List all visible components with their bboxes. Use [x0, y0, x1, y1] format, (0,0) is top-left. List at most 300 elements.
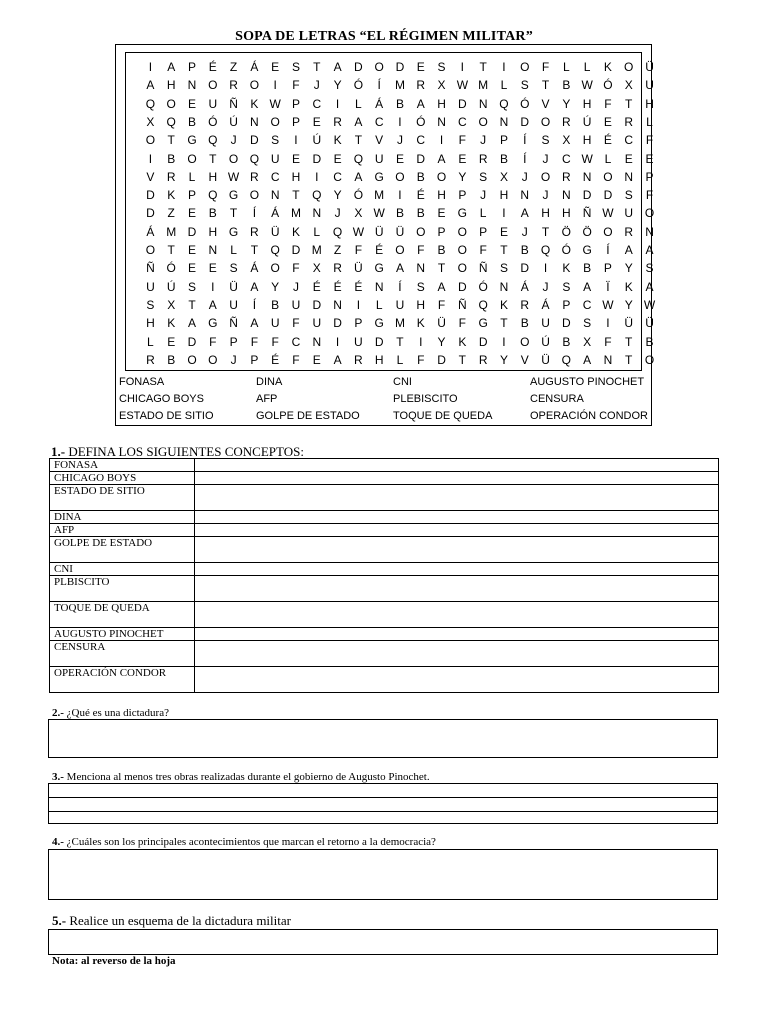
grid-letter[interactable]: Ó	[208, 114, 218, 129]
grid-letter[interactable]: G	[187, 133, 197, 148]
grid-letter[interactable]: Q	[270, 243, 280, 257]
grid-letter[interactable]: Y	[624, 261, 633, 276]
grid-letter[interactable]: L	[604, 151, 612, 166]
grid-letter[interactable]: D	[582, 188, 592, 203]
grid-letter[interactable]: F	[604, 96, 612, 111]
grid-letter[interactable]: N	[187, 78, 197, 93]
grid-letter[interactable]: Y	[624, 297, 633, 312]
grid-letter[interactable]: W	[602, 206, 614, 221]
grid-letter[interactable]: V	[375, 133, 384, 148]
grid-letter[interactable]: J	[230, 352, 237, 367]
grid-letter[interactable]: I	[543, 261, 548, 276]
grid-letter[interactable]: E	[187, 206, 196, 221]
grid-letter[interactable]: G	[582, 243, 592, 257]
grid-letter[interactable]: A	[333, 352, 342, 367]
grid-letter[interactable]: Ó	[478, 279, 488, 294]
grid-letter[interactable]: Ü	[645, 316, 654, 331]
grid-letter[interactable]: C	[458, 114, 467, 129]
grid-letter[interactable]: J	[542, 151, 549, 166]
grid-letter[interactable]: S	[541, 133, 550, 148]
concept-definition-field[interactable]	[195, 524, 719, 537]
grid-letter[interactable]: Á	[146, 224, 155, 239]
grid-letter[interactable]: A	[583, 352, 592, 367]
grid-letter[interactable]: T	[625, 334, 633, 349]
grid-letter[interactable]: L	[375, 297, 383, 312]
grid-letter[interactable]: T	[292, 188, 300, 203]
grid-letter[interactable]: K	[562, 261, 571, 276]
grid-letter[interactable]: R	[562, 114, 571, 129]
grid-letter[interactable]: R	[624, 224, 634, 239]
concept-definition-field[interactable]	[195, 485, 719, 511]
grid-letter[interactable]: P	[291, 96, 300, 111]
grid-letter[interactable]: Y	[562, 96, 571, 111]
grid-letter[interactable]: T	[500, 243, 508, 257]
grid-letter[interactable]: Í	[377, 78, 381, 93]
grid-letter[interactable]: R	[562, 169, 571, 184]
grid-letter[interactable]: O	[457, 243, 468, 257]
grid-letter[interactable]: D	[250, 133, 259, 148]
grid-letter[interactable]: O	[644, 352, 655, 367]
grid-letter[interactable]: H	[582, 133, 592, 148]
grid-letter[interactable]: B	[562, 78, 571, 93]
grid-letter[interactable]: N	[582, 169, 592, 184]
grid-letter[interactable]: O	[644, 206, 655, 221]
grid-letter[interactable]: S	[271, 133, 280, 148]
grid-letter[interactable]: Z	[229, 60, 238, 74]
grid-letter[interactable]: Q	[208, 133, 218, 148]
grid-letter[interactable]: O	[520, 60, 530, 74]
grid-letter[interactable]: Q	[249, 151, 260, 166]
grid-letter[interactable]: P	[645, 169, 654, 184]
grid-letter[interactable]: L	[230, 243, 237, 257]
grid-letter[interactable]: M	[394, 78, 405, 93]
grid-letter[interactable]: Y	[499, 352, 508, 367]
grid-letter[interactable]: I	[148, 60, 153, 74]
grid-letter[interactable]: I	[502, 334, 506, 349]
grid-letter[interactable]: J	[230, 133, 237, 148]
grid-letter[interactable]: O	[520, 334, 530, 349]
grid-letter[interactable]: H	[437, 96, 446, 111]
grid-letter[interactable]: S	[416, 279, 425, 294]
grid-letter[interactable]: Ú	[166, 279, 176, 294]
grid-letter[interactable]: N	[499, 279, 509, 294]
grid-letter[interactable]: Ó	[520, 96, 530, 111]
grid-letter[interactable]: L	[355, 96, 362, 111]
grid-letter[interactable]: B	[499, 151, 508, 166]
grid-letter[interactable]: R	[250, 224, 259, 239]
grid-letter[interactable]: W	[373, 206, 385, 221]
grid-letter[interactable]: P	[499, 133, 508, 148]
grid-letter[interactable]: B	[167, 352, 176, 367]
grid-letter[interactable]: E	[437, 206, 446, 221]
grid-letter[interactable]: U	[146, 279, 155, 294]
grid-letter[interactable]: T	[354, 133, 363, 148]
grid-letter[interactable]: R	[166, 169, 176, 184]
grid-letter[interactable]: N	[416, 261, 426, 276]
grid-letter[interactable]: P	[291, 114, 300, 129]
grid-letter[interactable]: K	[250, 96, 259, 111]
grid-letter[interactable]: Ü	[395, 224, 405, 239]
grid-letter[interactable]: I	[419, 334, 423, 349]
grid-letter[interactable]: Q	[499, 96, 509, 111]
grid-letter[interactable]: T	[625, 352, 633, 367]
grid-letter[interactable]: C	[582, 297, 592, 312]
grid-letter[interactable]: T	[479, 60, 487, 74]
grid-letter[interactable]: H	[166, 78, 176, 93]
grid-letter[interactable]: S	[562, 279, 571, 294]
grid-letter[interactable]: D	[187, 334, 197, 349]
grid-letter[interactable]: N	[333, 297, 342, 312]
grid-letter[interactable]: B	[437, 243, 446, 257]
grid-letter[interactable]: N	[270, 188, 280, 203]
grid-letter[interactable]: X	[562, 133, 571, 148]
grid-letter[interactable]: E	[208, 261, 217, 276]
grid-letter[interactable]: F	[458, 133, 467, 148]
grid-letter[interactable]: Ü	[541, 352, 550, 367]
grid-letter[interactable]: Q	[353, 151, 364, 166]
grid-letter[interactable]: A	[520, 206, 529, 221]
grid-letter[interactable]: C	[416, 133, 426, 148]
grid-letter[interactable]: J	[521, 224, 528, 239]
grid-letter[interactable]: F	[292, 316, 300, 331]
grid-letter[interactable]: C	[333, 169, 342, 184]
grid-letter[interactable]: A	[146, 78, 155, 93]
grid-letter[interactable]: T	[500, 316, 508, 331]
grid-letter[interactable]: O	[374, 60, 384, 74]
grid-letter[interactable]: H	[208, 224, 218, 239]
grid-letter[interactable]: M	[478, 78, 489, 93]
grid-letter[interactable]: Ü	[270, 224, 280, 239]
grid-letter[interactable]: O	[457, 224, 468, 239]
grid-letter[interactable]: T	[209, 151, 217, 166]
grid-letter[interactable]: F	[209, 334, 217, 349]
grid-letter[interactable]: F	[354, 243, 363, 257]
grid-letter[interactable]: Ö	[582, 224, 592, 239]
grid-letter[interactable]: G	[228, 224, 239, 239]
grid-letter[interactable]: X	[499, 169, 508, 184]
grid-letter[interactable]: X	[312, 261, 321, 276]
grid-letter[interactable]: F	[604, 334, 612, 349]
grid-letter[interactable]: Á	[250, 261, 259, 276]
grid-letter[interactable]: K	[458, 334, 467, 349]
grid-letter[interactable]: Ó	[353, 188, 364, 203]
concept-definition-field[interactable]	[195, 563, 719, 576]
grid-letter[interactable]: R	[333, 114, 342, 129]
grid-letter[interactable]: S	[146, 297, 155, 312]
grid-letter[interactable]: O	[478, 114, 488, 129]
grid-letter[interactable]: I	[398, 114, 402, 129]
grid-letter[interactable]: E	[187, 261, 196, 276]
grid-letter[interactable]: J	[480, 188, 487, 203]
grid-letter[interactable]: U	[229, 297, 238, 312]
grid-letter[interactable]: A	[583, 279, 592, 294]
grid-letter[interactable]: I	[335, 334, 340, 349]
grid-letter[interactable]: O	[540, 114, 551, 129]
grid-letter[interactable]: D	[520, 261, 530, 276]
grid-letter[interactable]: K	[291, 224, 300, 239]
grid-letter[interactable]: L	[646, 114, 653, 129]
grid-letter[interactable]: Ñ	[458, 297, 467, 312]
grid-letter[interactable]: E	[603, 114, 612, 129]
grid-letter[interactable]: Q	[208, 188, 218, 203]
grid-letter[interactable]: L	[396, 352, 404, 367]
grid-letter[interactable]: A	[333, 60, 342, 74]
grid-letter[interactable]: P	[437, 224, 446, 239]
grid-letter[interactable]: T	[458, 352, 467, 367]
grid-letter[interactable]: J	[521, 169, 528, 184]
grid-letter[interactable]: I	[335, 96, 340, 111]
grid-letter[interactable]: D	[187, 224, 197, 239]
grid-letter[interactable]: N	[645, 224, 654, 239]
grid-letter[interactable]: F	[292, 78, 300, 93]
grid-letter[interactable]: Ü	[437, 316, 446, 331]
grid-letter[interactable]: S	[479, 169, 488, 184]
grid-letter[interactable]: F	[541, 60, 550, 74]
grid-letter[interactable]: K	[167, 316, 176, 331]
grid-letter[interactable]: Q	[540, 243, 551, 257]
grid-letter[interactable]: B	[395, 206, 404, 221]
grid-letter[interactable]: H	[374, 352, 384, 367]
grid-letter[interactable]: Ü	[374, 224, 384, 239]
grid-letter[interactable]: N	[312, 206, 322, 221]
grid-letter[interactable]: Ñ	[146, 261, 155, 276]
grid-letter[interactable]: D	[603, 188, 613, 203]
grid-letter[interactable]: O	[624, 60, 634, 74]
grid-letter[interactable]: R	[354, 352, 363, 367]
grid-letter[interactable]: G	[457, 206, 468, 221]
grid-letter[interactable]: J	[292, 279, 299, 294]
concept-definition-field[interactable]	[195, 576, 719, 602]
grid-letter[interactable]: P	[458, 188, 467, 203]
grid-letter[interactable]: K	[624, 279, 633, 294]
grid-letter[interactable]: G	[374, 261, 384, 276]
grid-letter[interactable]: O	[228, 151, 239, 166]
grid-letter[interactable]: S	[291, 60, 300, 74]
grid-letter[interactable]: P	[603, 261, 612, 276]
grid-letter[interactable]: L	[147, 334, 154, 349]
grid-letter[interactable]: O	[603, 169, 613, 184]
grid-letter[interactable]: K	[333, 133, 342, 148]
grid-letter[interactable]: W	[581, 78, 593, 93]
grid-letter[interactable]: U	[270, 316, 280, 331]
grid-letter[interactable]: K	[167, 188, 176, 203]
grid-letter[interactable]: F	[292, 352, 300, 367]
grid-letter[interactable]: Ó	[166, 261, 176, 276]
grid-letter[interactable]: I	[460, 60, 465, 74]
grid-letter[interactable]: T	[167, 133, 175, 148]
grid-letter[interactable]: L	[188, 169, 196, 184]
grid-letter[interactable]: E	[187, 243, 196, 257]
grid-letter[interactable]: E	[312, 352, 321, 367]
grid-letter[interactable]: H	[582, 96, 592, 111]
grid-letter[interactable]: N	[603, 352, 613, 367]
grid-letter[interactable]: D	[437, 352, 446, 367]
grid-letter[interactable]: K	[416, 316, 425, 331]
grid-letter[interactable]: O	[249, 78, 260, 93]
grid-letter[interactable]: Z	[167, 206, 175, 221]
grid-letter[interactable]: I	[211, 279, 215, 294]
grid-letter[interactable]: J	[313, 78, 320, 93]
grid-letter[interactable]: X	[354, 206, 363, 221]
grid-letter[interactable]: X	[437, 78, 446, 93]
grid-letter[interactable]: A	[437, 279, 446, 294]
grid-letter[interactable]: Ó	[561, 243, 571, 257]
grid-letter[interactable]: J	[542, 188, 549, 203]
grid-letter[interactable]: Ü	[354, 261, 363, 276]
grid-letter[interactable]: D	[312, 151, 322, 166]
grid-letter[interactable]: O	[436, 169, 447, 184]
grid-letter[interactable]: A	[250, 316, 259, 331]
grid-letter[interactable]: Í	[523, 151, 527, 166]
grid-letter[interactable]: I	[273, 78, 277, 93]
grid-letter[interactable]: P	[229, 334, 238, 349]
grid-letter[interactable]: Ñ	[478, 261, 488, 276]
grid-letter[interactable]: T	[541, 224, 550, 239]
grid-letter[interactable]: L	[313, 224, 321, 239]
grid-letter[interactable]: N	[499, 114, 509, 129]
grid-letter[interactable]: L	[562, 60, 570, 74]
grid-letter[interactable]: D	[374, 334, 384, 349]
answer-line[interactable]	[49, 812, 717, 825]
grid-letter[interactable]: F	[250, 334, 259, 349]
grid-letter[interactable]: V	[146, 169, 155, 184]
grid-letter[interactable]: Ï	[606, 279, 610, 294]
grid-letter[interactable]: E	[395, 151, 404, 166]
concept-definition-field[interactable]	[195, 472, 719, 485]
grid-letter[interactable]: C	[291, 334, 301, 349]
answer-line[interactable]	[49, 798, 717, 812]
grid-letter[interactable]: O	[187, 151, 197, 166]
grid-letter[interactable]: N	[208, 243, 218, 257]
grid-letter[interactable]: R	[229, 78, 238, 93]
grid-letter[interactable]: N	[624, 169, 634, 184]
grid-letter[interactable]: U	[374, 151, 384, 166]
grid-letter[interactable]: I	[439, 133, 444, 148]
grid-letter[interactable]: S	[645, 261, 654, 276]
grid-letter[interactable]: O	[540, 169, 551, 184]
grid-letter[interactable]: C	[562, 151, 571, 166]
grid-letter[interactable]: O	[145, 133, 156, 148]
grid-letter[interactable]: A	[354, 114, 363, 129]
grid-letter[interactable]: N	[520, 188, 530, 203]
grid-letter[interactable]: D	[458, 279, 467, 294]
grid-letter[interactable]: J	[480, 133, 487, 148]
grid-letter[interactable]: O	[249, 188, 260, 203]
grid-letter[interactable]: S	[520, 78, 529, 93]
grid-letter[interactable]: A	[187, 316, 196, 331]
grid-letter[interactable]: B	[167, 151, 176, 166]
grid-letter[interactable]: A	[250, 279, 259, 294]
grid-letter[interactable]: S	[229, 261, 238, 276]
grid-letter[interactable]: Á	[520, 279, 529, 294]
grid-letter[interactable]: Ó	[603, 78, 613, 93]
grid-letter[interactable]: F	[292, 261, 300, 276]
grid-letter[interactable]: Ú	[582, 114, 592, 129]
grid-letter[interactable]: D	[354, 60, 363, 74]
grid-letter[interactable]: G	[478, 316, 488, 331]
grid-letter[interactable]: I	[294, 133, 298, 148]
grid-letter[interactable]: Y	[458, 169, 467, 184]
grid-letter[interactable]: F	[417, 352, 425, 367]
grid-letter[interactable]: A	[645, 279, 654, 294]
grid-letter[interactable]: I	[502, 206, 506, 221]
grid-letter[interactable]: R	[416, 78, 426, 93]
grid-letter[interactable]: Q	[166, 114, 176, 129]
grid-letter[interactable]: A	[645, 243, 654, 257]
grid-letter[interactable]: T	[437, 261, 446, 276]
grid-letter[interactable]: E	[167, 334, 176, 349]
grid-letter[interactable]: D	[146, 206, 155, 221]
grid-letter[interactable]: C	[374, 114, 384, 129]
grid-letter[interactable]: D	[562, 316, 571, 331]
grid-letter[interactable]: X	[583, 334, 592, 349]
grid-letter[interactable]: Y	[333, 188, 342, 203]
grid-letter[interactable]: B	[520, 243, 529, 257]
grid-letter[interactable]: W	[269, 96, 281, 111]
grid-letter[interactable]: O	[395, 169, 405, 184]
grid-letter[interactable]: U	[541, 316, 550, 331]
grid-letter[interactable]: E	[416, 60, 425, 74]
grid-letter[interactable]: D	[333, 316, 342, 331]
grid-letter[interactable]: O	[208, 352, 218, 367]
grid-letter[interactable]: R	[146, 352, 155, 367]
grid-letter[interactable]: M	[374, 188, 385, 203]
grid-letter[interactable]: U	[291, 297, 301, 312]
grid-letter[interactable]: T	[313, 60, 321, 74]
grid-letter[interactable]: Y	[437, 334, 446, 349]
grid-letter[interactable]: R	[250, 169, 259, 184]
grid-letter[interactable]: F	[458, 316, 467, 331]
grid-letter[interactable]: E	[271, 60, 280, 74]
grid-letter[interactable]: F	[645, 188, 654, 203]
grid-letter[interactable]: I	[148, 151, 153, 166]
grid-letter[interactable]: E	[499, 224, 508, 239]
grid-letter[interactable]: Q	[561, 352, 571, 367]
grid-letter[interactable]: W	[352, 224, 365, 239]
grid-letter[interactable]: E	[312, 114, 321, 129]
grid-letter[interactable]: I	[502, 60, 506, 74]
grid-letter[interactable]: F	[271, 334, 279, 349]
grid-letter[interactable]: J	[396, 133, 403, 148]
grid-letter[interactable]: Ö	[561, 224, 571, 239]
grid-letter[interactable]: Q	[332, 224, 343, 239]
grid-letter[interactable]: T	[396, 334, 404, 349]
grid-letter[interactable]: S	[499, 261, 508, 276]
grid-letter[interactable]: Q	[145, 96, 156, 111]
grid-letter[interactable]: Ü	[645, 60, 654, 74]
concept-definition-field[interactable]	[195, 602, 719, 628]
grid-letter[interactable]: H	[146, 316, 155, 331]
grid-letter[interactable]: Ó	[416, 114, 426, 129]
grid-letter[interactable]: É	[603, 133, 612, 148]
grid-letter[interactable]: Í	[606, 243, 610, 257]
grid-letter[interactable]: A	[167, 60, 176, 74]
grid-letter[interactable]: É	[312, 279, 321, 294]
grid-letter[interactable]: H	[541, 206, 550, 221]
grid-letter[interactable]: W	[456, 78, 469, 93]
grid-letter[interactable]: U	[645, 78, 654, 93]
grid-letter[interactable]: W	[227, 169, 240, 184]
grid-letter[interactable]: T	[250, 243, 259, 257]
grid-letter[interactable]: M	[394, 316, 405, 331]
concept-definition-field[interactable]	[195, 628, 719, 641]
grid-letter[interactable]: É	[271, 352, 280, 367]
grid-letter[interactable]: B	[645, 334, 654, 349]
concept-definition-field[interactable]	[195, 641, 719, 667]
grid-letter[interactable]: D	[395, 60, 405, 74]
grid-letter[interactable]: Q	[478, 297, 488, 312]
grid-letter[interactable]: U	[270, 151, 280, 166]
